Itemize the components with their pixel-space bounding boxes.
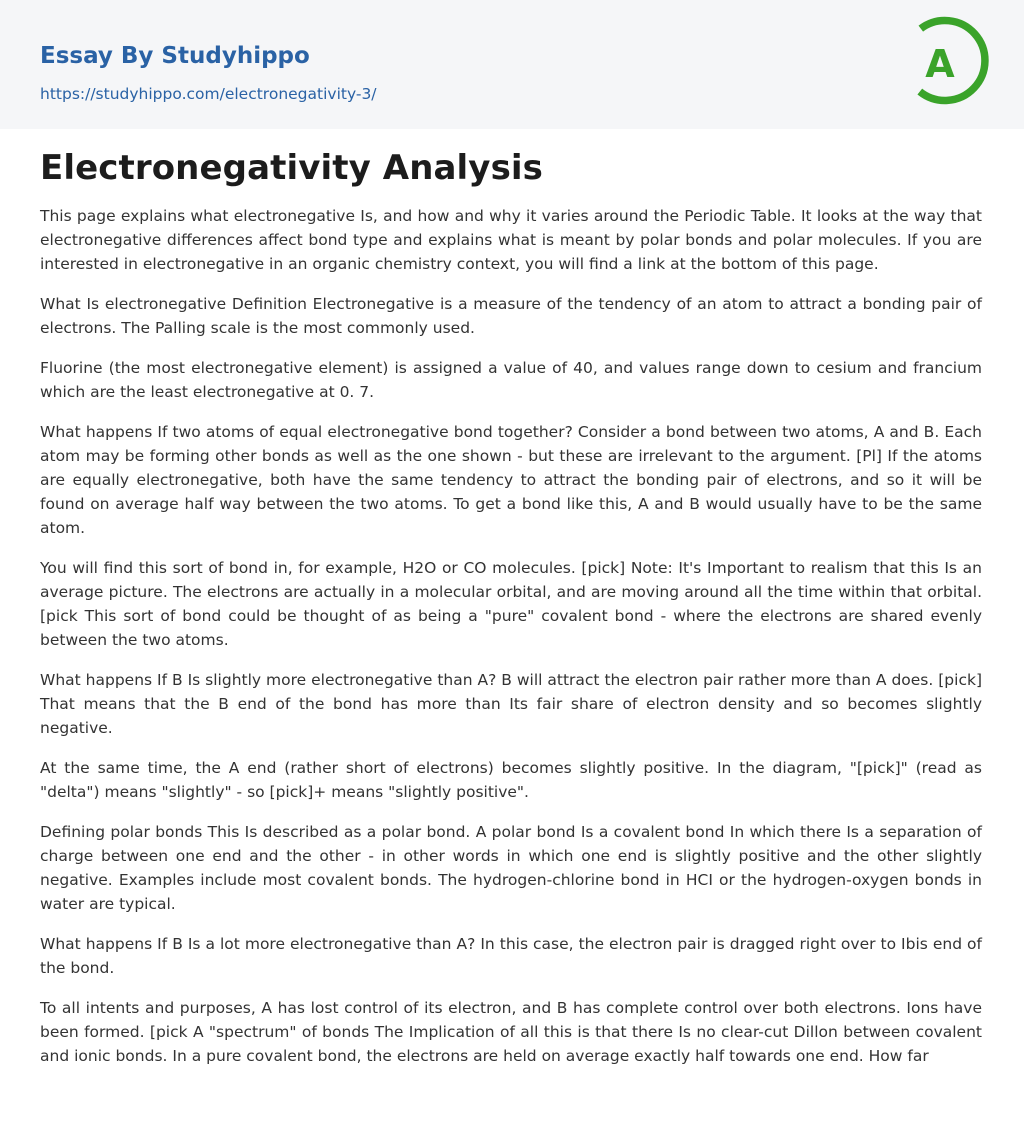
article-paragraph: To all intents and purposes, A has lost control of its electron, and B has complete control over both electrons. Ions have been formed. [pick A "spectrum" of bonds The Implication of all this is that there Is no clear-cut Dillon between covalent and ionic bonds. In a pure covalent bond, the electrons are held on average exactly half towards one end. How far	[40, 999, 982, 1065]
logo-letter: A	[925, 42, 955, 86]
article-paragraph: What happens If B Is slightly more electronegative than A? B will attract the electron pair rather more than A does. [pick] That means that the B end of the bond has more than Its fair share of electron density and so becomes slightly negative.	[40, 671, 982, 737]
article-paragraph: At the same time, the A end (rather short of electrons) becomes slightly positive. In the diagram, "[pick]" (read as "delta") means "slightly" - so [pick]+ means "slightly positive".	[40, 759, 982, 801]
article-paragraph: What happens If two atoms of equal electronegative bond together? Consider a bond between two atoms, A and B. Each atom may be forming other bonds as well as the one shown - but these are irrelevant to the argument. [Pl] If the atoms are equally electronegative, both have the same tendency to attract the bonding pair of electrons, and so it will be found on average half way between the two atoms. To get a bond like this, A and B would usually have to be the same atom.	[40, 423, 982, 537]
article-paragraph: This page explains what electronegative Is, and how and why it varies around the Periodic Table. It looks at the way that electronegative differences affect bond type and explains what is meant by polar bonds and polar molecules. If you are interested in electronegative in an organic chemistry context, you will find a link at the bottom of this page.	[40, 207, 982, 273]
article	[40, 146, 982, 1084]
source-url-link[interactable]: https://studyhippo.com/electronegativity-3/	[40, 85, 377, 103]
article-paragraph: Defining polar bonds This Is described as a polar bond. A polar bond Is a covalent bond In which there Is a separation of charge between one end and the other - in other words in which one end is slightly positive and the other slightly negative. Examples include most covalent bonds. The hydrogen-chlorine bond in HCI or the hydrogen-oxygen bonds in water are typical.	[40, 823, 982, 913]
article-paragraph: You will find this sort of bond in, for example, H2O or CO molecules. [pick] Note: It's Important to realism that this Is an average picture. The electrons are actually in a molecular orbital, and are moving around all the time within that orbital. [pick This sort of bond could be thought of as being a "pure" covalent bond - where the electrons are shared evenly between the two atoms.	[40, 559, 982, 649]
brand-title[interactable]: Essay By Studyhippo	[40, 43, 310, 69]
article-paragraph: Fluorine (the most electronegative element) is assigned a value of 40, and values range down to cesium and francium which are the least electronegative at 0. 7.	[40, 359, 982, 401]
article-paragraph: What Is electronegative Definition Electronegative is a measure of the tendency of an atom to attract a bonding pair of electrons. The Palling scale is the most commonly used.	[40, 295, 982, 337]
studyhippo-logo-icon[interactable]	[906, 16, 990, 108]
page-header	[0, 0, 1024, 129]
article-paragraph: What happens If B Is a lot more electronegative than A? In this case, the electron pair is dragged right over to Ibis end of the bond.	[40, 935, 982, 977]
article-title: Electronegativity Analysis	[40, 148, 544, 188]
